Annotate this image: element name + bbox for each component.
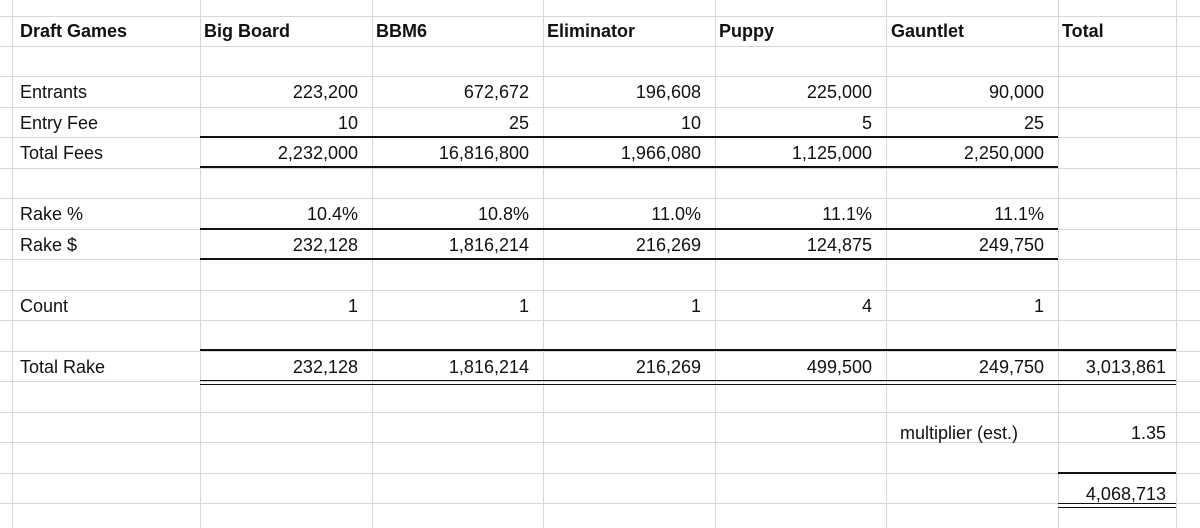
value-cell[interactable]: 11.1%: [822, 204, 872, 224]
value-cell[interactable]: 2,232,000: [277, 143, 358, 163]
grid-col-line: [12, 0, 13, 528]
value-cell[interactable]: 124,875: [806, 235, 872, 255]
value-cell[interactable]: 2,250,000: [963, 143, 1044, 163]
value-cell[interactable]: 672,672: [463, 82, 529, 102]
row-label[interactable]: Rake %: [20, 204, 84, 224]
header-cell[interactable]: BBM6: [376, 21, 428, 41]
value-cell[interactable]: 1,966,080: [620, 143, 701, 163]
value-cell[interactable]: 5: [861, 113, 872, 133]
value-cell[interactable]: 10.8%: [477, 204, 529, 224]
value-cell[interactable]: 216,269: [635, 235, 701, 255]
value-cell[interactable]: 225,000: [806, 82, 872, 102]
header-cell[interactable]: Puppy: [719, 21, 775, 41]
value-cell[interactable]: 25: [1023, 113, 1044, 133]
value-cell[interactable]: 1,816,214: [448, 235, 529, 255]
header-cell[interactable]: Draft Games: [20, 21, 128, 41]
value-cell[interactable]: 1,125,000: [791, 143, 872, 163]
total-cell[interactable]: 3,013,861: [1085, 357, 1166, 377]
value-cell[interactable]: 25: [508, 113, 529, 133]
grid-row-line: [0, 412, 1200, 413]
value-cell[interactable]: 1: [347, 296, 358, 316]
header-cell[interactable]: Eliminator: [547, 21, 636, 41]
row-label[interactable]: Total Rake: [20, 357, 106, 377]
value-cell[interactable]: 10: [680, 113, 701, 133]
grid-row-line: [0, 473, 1200, 474]
header-cell[interactable]: Gauntlet: [891, 21, 965, 41]
grid-col-line: [1176, 0, 1177, 528]
grid-row-line: [0, 168, 1200, 169]
value-cell[interactable]: 1: [690, 296, 701, 316]
border-bottom-total-fees: [200, 166, 1058, 168]
border-top-total-rake: [200, 349, 1176, 351]
row-label[interactable]: Count: [20, 296, 69, 316]
value-cell[interactable]: 1: [518, 296, 529, 316]
value-cell[interactable]: 16,816,800: [438, 143, 529, 163]
value-cell[interactable]: 1,816,214: [448, 357, 529, 377]
multiplier-label[interactable]: multiplier (est.): [900, 423, 1019, 443]
header-cell[interactable]: Big Board: [204, 21, 291, 41]
double-border-grand-total: [1058, 503, 1176, 508]
grand-total-cell[interactable]: 4,068,713: [1085, 484, 1166, 504]
value-cell[interactable]: 249,750: [978, 235, 1044, 255]
value-cell[interactable]: 232,128: [292, 235, 358, 255]
value-cell[interactable]: 249,750: [978, 357, 1044, 377]
value-cell[interactable]: 196,608: [635, 82, 701, 102]
border-bottom-rake: [200, 258, 1058, 260]
grid-row-line: [0, 46, 1200, 47]
value-cell[interactable]: 223,200: [292, 82, 358, 102]
grid-col-line: [1058, 0, 1059, 528]
value-cell[interactable]: 90,000: [988, 82, 1044, 102]
value-cell[interactable]: 232,128: [292, 357, 358, 377]
border-top-rake: [200, 228, 1058, 230]
border-top-grand-total: [1058, 472, 1176, 474]
value-cell[interactable]: 10: [337, 113, 358, 133]
value-cell[interactable]: 4: [861, 296, 872, 316]
header-cell[interactable]: Total: [1062, 21, 1104, 41]
value-cell[interactable]: 10.4%: [306, 204, 358, 224]
multiplier-value[interactable]: 1.35: [1130, 423, 1166, 443]
value-cell[interactable]: 11.1%: [994, 204, 1044, 224]
row-label[interactable]: Total Fees: [20, 143, 104, 163]
value-cell[interactable]: 499,500: [806, 357, 872, 377]
value-cell[interactable]: 11.0%: [651, 204, 701, 224]
row-label[interactable]: Entry Fee: [20, 113, 99, 133]
value-cell[interactable]: 216,269: [635, 357, 701, 377]
double-border-total-rake: [200, 380, 1176, 385]
border-top-total-fees: [200, 136, 1058, 138]
row-label[interactable]: Rake $: [20, 235, 78, 255]
row-label[interactable]: Entrants: [20, 82, 88, 102]
value-cell[interactable]: 1: [1033, 296, 1044, 316]
